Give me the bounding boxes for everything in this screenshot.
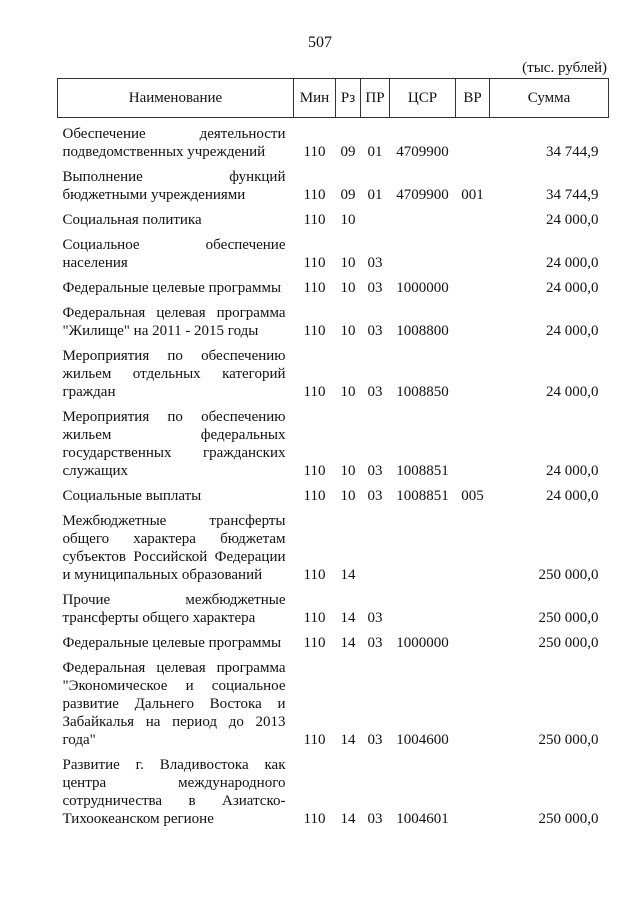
cell-csr: 1004601 (396, 811, 449, 827)
table-row (58, 749, 609, 828)
header-name: Наименование (58, 79, 294, 118)
cell-vr (456, 584, 490, 627)
table-row (58, 272, 609, 297)
cell-pr: 03 (367, 255, 383, 271)
cell-rz: 10 (340, 280, 356, 296)
cell-min: 110 (303, 144, 326, 160)
cell-csr: 4709900 (396, 187, 449, 203)
cell-rz: 14 (340, 635, 356, 651)
cell-rz: 09 (340, 144, 356, 160)
cell-pr: 03 (367, 610, 383, 626)
cell-min: 110 (303, 212, 326, 228)
cell-pr: 03 (367, 732, 383, 748)
cell-name: Межбюджетные трансферты общего характера бюджетам субъектов Российской Федерации и муниципальных образований (62, 513, 286, 583)
cell-vr (456, 229, 490, 272)
cell-min: 110 (303, 488, 326, 504)
cell-csr (390, 204, 456, 229)
cell-csr: 4709900 (396, 144, 449, 160)
table-row (58, 340, 609, 401)
cell-vr (456, 297, 490, 340)
cell-min: 110 (303, 323, 326, 339)
cell-sum: 24 000,0 (546, 255, 599, 271)
cell-pr: 01 (367, 187, 383, 203)
cell-name: Социальная политика (62, 212, 202, 228)
cell-vr (456, 749, 490, 828)
cell-pr (361, 505, 390, 584)
page-number: 507 (308, 34, 332, 51)
cell-sum: 250 000,0 (538, 732, 599, 748)
cell-min: 110 (303, 187, 326, 203)
table-row (58, 401, 609, 480)
cell-name: Федеральная целевая программа "Жилище" на 2011 - 2015 годы (62, 305, 286, 339)
table-row (58, 118, 609, 162)
table-row (58, 505, 609, 584)
table-row (58, 297, 609, 340)
table-row (58, 161, 609, 204)
cell-vr: 005 (461, 488, 484, 504)
cell-min: 110 (303, 384, 326, 400)
cell-csr (390, 229, 456, 272)
cell-sum: 24 000,0 (546, 384, 599, 400)
cell-rz: 14 (340, 567, 356, 583)
cell-vr (456, 652, 490, 749)
cell-sum: 24 000,0 (546, 280, 599, 296)
cell-min: 110 (303, 567, 326, 583)
table-row (58, 204, 609, 229)
cell-name: Обеспечение деятельности подведомственных учреждений (62, 126, 286, 160)
header-pr: ПР (361, 79, 390, 118)
cell-sum: 250 000,0 (538, 635, 599, 651)
cell-rz: 10 (340, 255, 356, 271)
cell-csr: 1004600 (396, 732, 449, 748)
table-row (58, 480, 609, 505)
cell-rz: 09 (340, 187, 356, 203)
cell-name: Выполнение функций бюджетными учреждениями (62, 169, 286, 203)
cell-csr: 1008851 (396, 463, 449, 479)
table-row (58, 584, 609, 627)
cell-csr (390, 505, 456, 584)
cell-sum: 24 000,0 (546, 323, 599, 339)
header-min: Мин (294, 79, 336, 118)
header-csr: ЦСР (390, 79, 456, 118)
cell-min: 110 (303, 280, 326, 296)
cell-vr (456, 505, 490, 584)
cell-sum: 250 000,0 (538, 610, 599, 626)
cell-vr (456, 204, 490, 229)
cell-pr: 03 (367, 488, 383, 504)
cell-rz: 10 (340, 212, 356, 228)
cell-csr: 1000000 (396, 635, 449, 651)
cell-name: Социальное обеспечение населения (62, 237, 286, 271)
cell-csr: 1008800 (396, 323, 449, 339)
cell-csr (390, 584, 456, 627)
cell-min: 110 (303, 255, 326, 271)
cell-name: Мероприятия по обеспечению жильем федеральных государственных гражданских служащих (62, 409, 286, 479)
cell-sum: 34 744,9 (546, 144, 599, 160)
table-row (58, 652, 609, 749)
cell-name: Федеральные целевые программы (62, 280, 282, 296)
table-header (58, 79, 609, 118)
cell-sum: 250 000,0 (538, 811, 599, 827)
cell-rz: 14 (340, 732, 356, 748)
cell-pr: 03 (367, 635, 383, 651)
budget-table (57, 78, 609, 828)
cell-csr: 1008851 (396, 488, 449, 504)
cell-rz: 10 (340, 463, 356, 479)
cell-name: Мероприятия по обеспечению жильем отдельных категорий граждан (62, 348, 286, 400)
cell-sum: 24 000,0 (546, 212, 599, 228)
cell-csr: 1008850 (396, 384, 449, 400)
cell-pr: 03 (367, 811, 383, 827)
cell-vr (456, 627, 490, 652)
cell-min: 110 (303, 811, 326, 827)
cell-rz: 14 (340, 610, 356, 626)
cell-pr (361, 204, 390, 229)
cell-pr: 01 (367, 144, 383, 160)
unit-label: (тыс. рублей) (522, 60, 607, 76)
cell-rz: 10 (340, 488, 356, 504)
cell-pr: 03 (367, 323, 383, 339)
cell-name: Прочие межбюджетные трансферты общего характера (62, 592, 286, 626)
cell-sum: 250 000,0 (538, 567, 599, 583)
cell-sum: 24 000,0 (546, 463, 599, 479)
cell-sum: 34 744,9 (546, 187, 599, 203)
cell-sum: 24 000,0 (546, 488, 599, 504)
cell-vr: 001 (461, 187, 484, 203)
cell-name: Социальные выплаты (62, 488, 202, 504)
cell-min: 110 (303, 635, 326, 651)
header-sum: Сумма (490, 79, 609, 118)
cell-name: Федеральные целевые программы (62, 635, 282, 651)
cell-min: 110 (303, 610, 326, 626)
cell-min: 110 (303, 463, 326, 479)
header-rz: Рз (336, 79, 361, 118)
cell-min: 110 (303, 732, 326, 748)
cell-vr (456, 340, 490, 401)
table-row (58, 229, 609, 272)
cell-rz: 10 (340, 384, 356, 400)
cell-pr: 03 (367, 280, 383, 296)
cell-vr (456, 272, 490, 297)
cell-rz: 14 (340, 811, 356, 827)
cell-vr (456, 401, 490, 480)
cell-csr: 1000000 (396, 280, 449, 296)
cell-rz: 10 (340, 323, 356, 339)
table-row (58, 627, 609, 652)
cell-vr (456, 118, 490, 162)
cell-pr: 03 (367, 384, 383, 400)
cell-name: Федеральная целевая программа "Экономическое и социальное развитие Дальнего Востока и Забайкалья на период до 2013 года" (62, 660, 286, 748)
header-vr: ВР (456, 79, 490, 118)
cell-pr: 03 (367, 463, 383, 479)
cell-name: Развитие г. Владивостока как центра международного сотрудничества в Азиатско-Тихоокеанском регионе (62, 757, 286, 827)
